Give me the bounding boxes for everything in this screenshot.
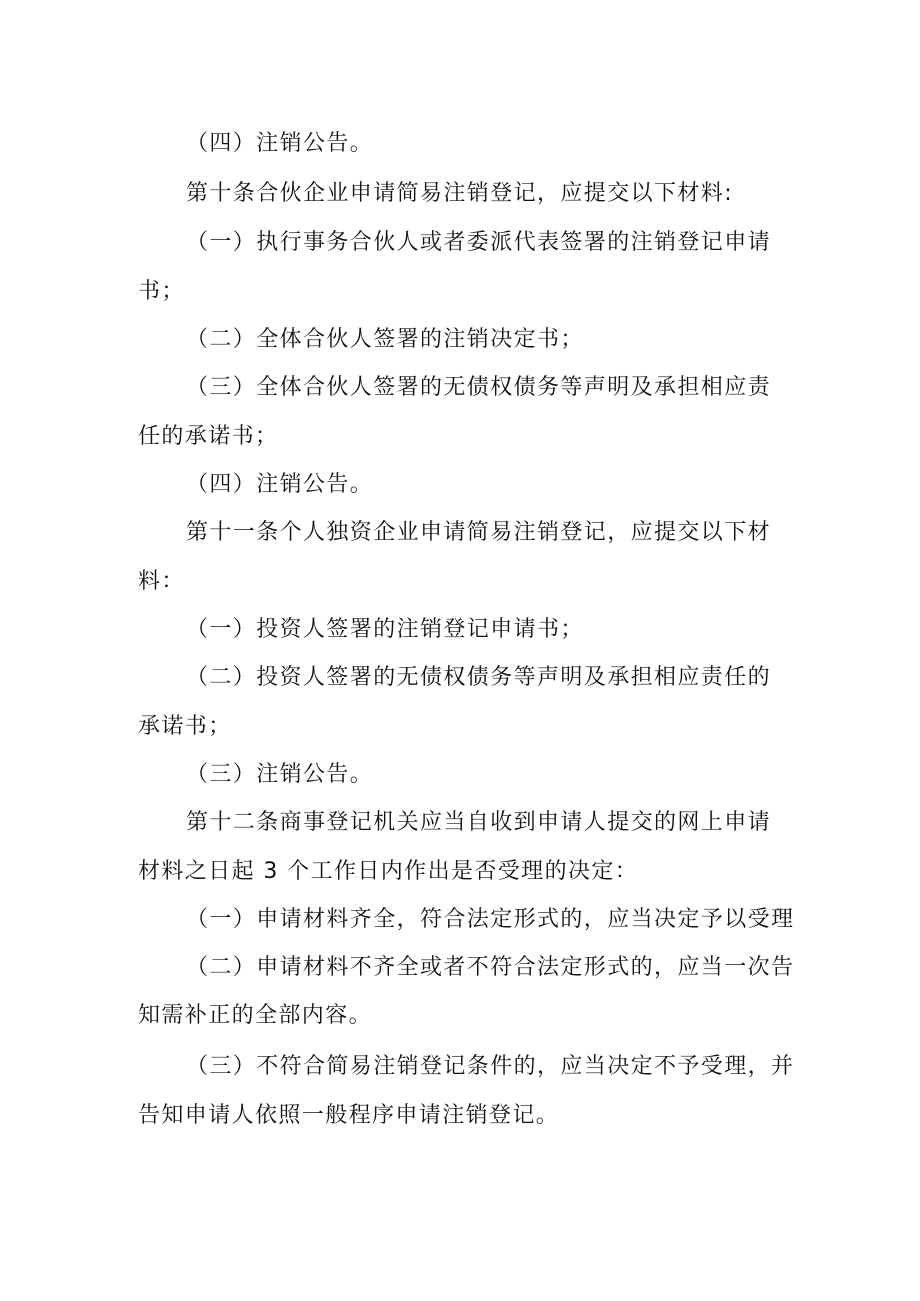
text-line: （二）投资人签署的无债权债务等声明及承担相应责任的	[186, 665, 772, 690]
text-line: （一）执行事务合伙人或者委派代表签署的注销登记申请	[186, 230, 772, 255]
text-line: 任的承诺书；	[138, 424, 279, 449]
text-line: 第十条合伙企业申请简易注销登记，应提交以下材料:	[186, 181, 734, 206]
text-line: （一）投资人签署的注销登记申请书；	[186, 617, 584, 642]
text-line: （三）全体合伙人签署的无债权债务等声明及承担相应责	[186, 375, 772, 400]
text-line: 第十二条商事登记机关应当自收到申请人提交的网上申请	[186, 810, 772, 835]
text-line: 书；	[138, 279, 185, 304]
text-line: （二）申请材料不齐全或者不符合法定形式的，应当一次告	[186, 955, 795, 980]
text-line: 知需补正的全部内容。	[138, 1003, 373, 1028]
text-line: （一）申请材料齐全，符合法定形式的，应当决定予以受理	[186, 907, 795, 932]
text-line: 材料之日起 3 个工作日内作出是否受理的决定：	[138, 859, 639, 884]
text-line: （二）全体合伙人签署的注销决定书；	[186, 327, 584, 352]
text-line: 料：	[138, 569, 185, 594]
text-line: 告知申请人依照一般程序申请注销登记。	[138, 1103, 560, 1128]
text-line: （四）注销公告。	[186, 472, 374, 497]
text-line: （四）注销公告。	[186, 131, 374, 156]
text-line: 承诺书；	[138, 714, 232, 739]
text-line: （三）不符合简易注销登记条件的，应当决定不予受理，并	[186, 1054, 795, 1079]
text-line: （三）注销公告。	[186, 762, 374, 787]
text-line: 第十一条个人独资企业申请简易注销登记，应提交以下材	[186, 520, 772, 545]
